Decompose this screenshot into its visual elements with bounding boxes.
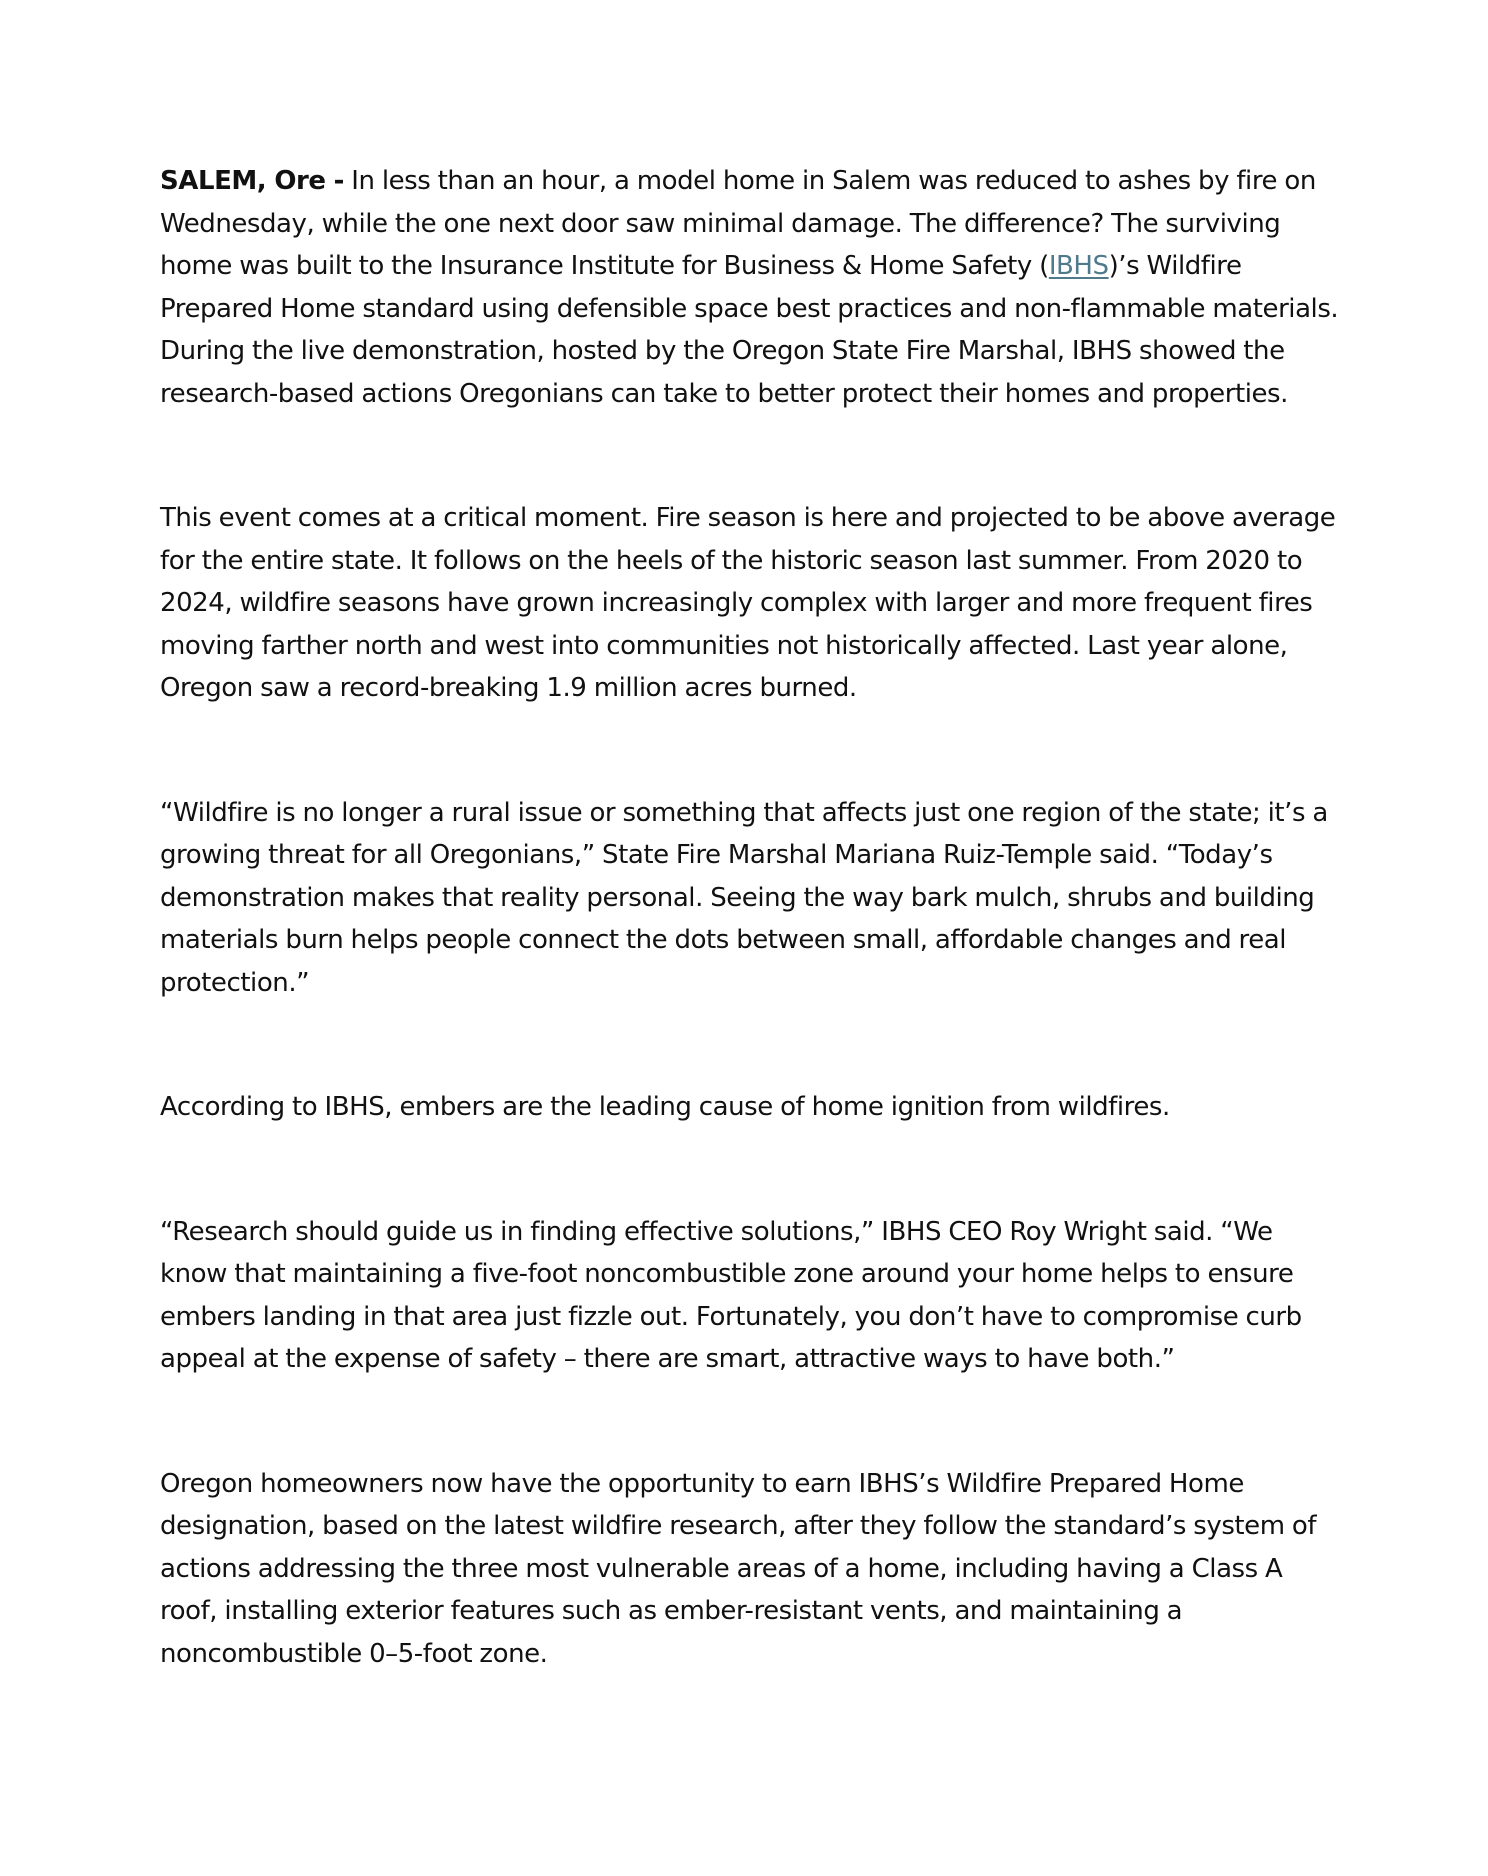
intro-text-end: )’s Wildfire Prepared Home standard using defensible space best practices and non-flammable materials. During the live demonstration, hosted by the Oregon State Fire Marshal, IBHS showed the research-based actions Oregonians can take to better protect their homes and properties. [160, 251, 1339, 409]
paragraph-ibhs-ceo-quote: “Research should guide us in finding effective solutions,” IBHS CEO Roy Wright said. “We know that maintaining a five-foot noncombustible zone around your home helps to ensure embers landing in that area just fizzle out. Fortunately, you don’t have to compromise curb appeal at the expense of safety – there are smart, attractive ways to have both.” [160, 1216, 1302, 1374]
article-body [160, 160, 1340, 1757]
paragraph-embers: According to IBHS, embers are the leading cause of home ignition from wildfires. [160, 1092, 1170, 1122]
ibhs-link[interactable]: IBHS [1048, 251, 1109, 281]
paragraph-fire-marshal-quote: “Wildfire is no longer a rural issue or something that affects just one region of the state; it’s a growing threat for all Oregonians,” State Fire Marshal Mariana Ruiz-Temple said. “Today’s demonstration makes that reality personal. Seeing the way bark mulch, shrubs and building materials burn helps people connect the dots between small, affordable changes and real protection.” [160, 797, 1328, 998]
paragraph-intro [160, 160, 1340, 415]
paragraph-fire-season: This event comes at a critical moment. Fire season is here and projected to be above average for the entire state. It follows on the heels of the historic season last summer. From 2020 to 2024, wildfire seasons have grown increasingly complex with larger and more frequent fires moving farther north and west into communities not historically affected. Last year alone, Oregon saw a record-breaking 1.9 million acres burned. [160, 503, 1336, 703]
dateline: SALEM, Ore - [160, 166, 344, 196]
paragraph-designation: Oregon homeowners now have the opportunity to earn IBHS’s Wildfire Prepared Home designation, based on the latest wildfire research, after they follow the standard’s system of actions addressing the three most vulnerable areas of a home, including having a Class A roof, installing exterior features such as ember-resistant vents, and maintaining a noncombustible 0–5-foot zone. [160, 1468, 1317, 1669]
intro-text-start: In less than an hour, a model home in Salem was reduced to ashes by fire on Wednesday, while the one next door saw minimal damage. The difference? The surviving home was built to the Insurance Institute for Business & Home Safety ( [160, 166, 1316, 281]
